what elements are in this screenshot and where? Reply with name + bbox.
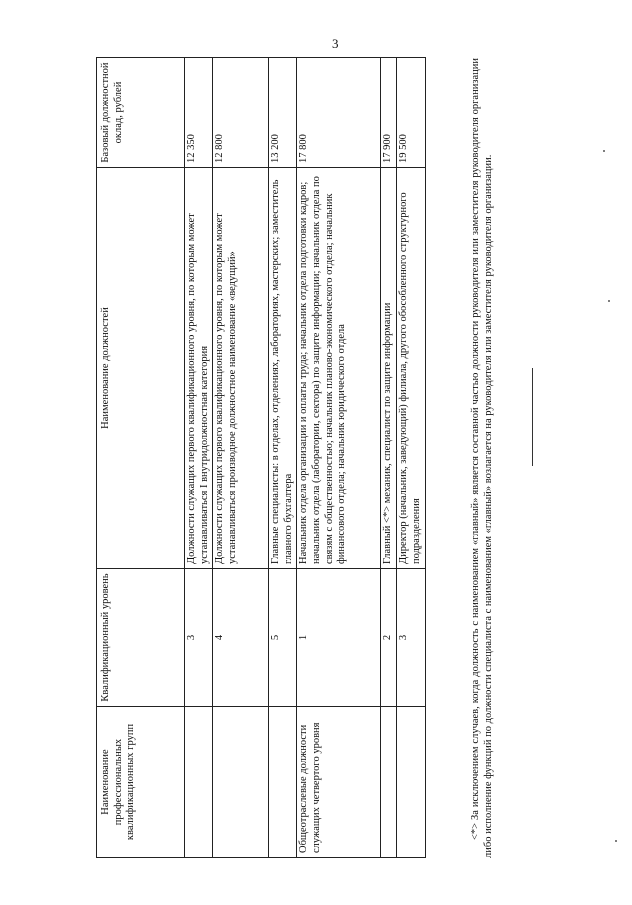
cell-level: 3 xyxy=(397,569,425,707)
cell-positions: Главный <*> механик, специалист по защите информации xyxy=(381,168,397,569)
cell-positions: Начальник отдела организации и оплаты труда; начальник отдела подготовки кадров; начальник отдела (лаборатории, сектора) по защите информации; начальник отдела по связям с общественностью; начальник планово-экономического отдела; начальник финансового отдела; начальник юридического отдела xyxy=(297,168,381,569)
closing-rule xyxy=(532,368,533,466)
footnote xyxy=(470,58,495,858)
cell-group: Общеотраслевые должности служащих четвертого уровня xyxy=(297,707,381,858)
cell-group xyxy=(213,707,269,858)
rotated-document-body xyxy=(96,58,536,858)
cell-level: 4 xyxy=(213,569,269,707)
page-number: 3 xyxy=(332,36,339,51)
table-header-row xyxy=(97,58,185,858)
margin-dot xyxy=(608,300,610,302)
header-group: Наименование профессиональных квалификационных групп xyxy=(97,707,185,858)
footnote-text: <*> За исключением случаев, когда должность с наименованием «главный» является составной частью должности руководителя или заместителя руководителя организации либо исполнение функций по должности специалиста с наименованием «главный» возлагается на руководителя или заместителя руководителя организации. xyxy=(470,58,494,858)
table-row xyxy=(297,58,381,858)
table-row xyxy=(381,58,397,858)
cell-level: 5 xyxy=(269,569,297,707)
salary-table xyxy=(96,57,426,858)
cell-group xyxy=(381,707,397,858)
table-row xyxy=(185,58,213,858)
cell-group xyxy=(269,707,297,858)
table-row xyxy=(269,58,297,858)
cell-positions: Должности служащих первого квалификационного уровня, по которым может устанавливаться I внутридолжностная категория xyxy=(185,168,213,569)
cell-level: 3 xyxy=(185,569,213,707)
cell-level: 2 xyxy=(381,569,397,707)
cell-salary: 12 350 xyxy=(185,58,213,168)
cell-salary: 17 900 xyxy=(381,58,397,168)
cell-salary: 13 200 xyxy=(269,58,297,168)
cell-positions: Главные специалисты: в отделах, отделениях, лабораториях, мастерских; заместитель главного бухгалтера xyxy=(269,168,297,569)
cell-group xyxy=(185,707,213,858)
cell-salary: 12 800 xyxy=(213,58,269,168)
header-positions: Наименование должностей xyxy=(97,168,185,569)
cell-positions: Должности служащих первого квалификационного уровня, по которым может устанавливаться производное должностное наименование «ведущий» xyxy=(213,168,269,569)
cell-positions: Директор (начальник, заведующий) филиала, другого обособленного структурного подразделения xyxy=(397,168,425,569)
margin-dot xyxy=(603,150,605,152)
table-row xyxy=(397,58,425,858)
cell-salary: 17 800 xyxy=(297,58,381,168)
cell-salary: 19 500 xyxy=(397,58,425,168)
table-row xyxy=(213,58,269,858)
header-salary: Базовый должностной оклад, рублей xyxy=(97,58,185,168)
margin-dot xyxy=(615,840,617,842)
header-level: Квалификационный уровень xyxy=(97,569,185,707)
cell-group xyxy=(397,707,425,858)
cell-level: 1 xyxy=(297,569,381,707)
